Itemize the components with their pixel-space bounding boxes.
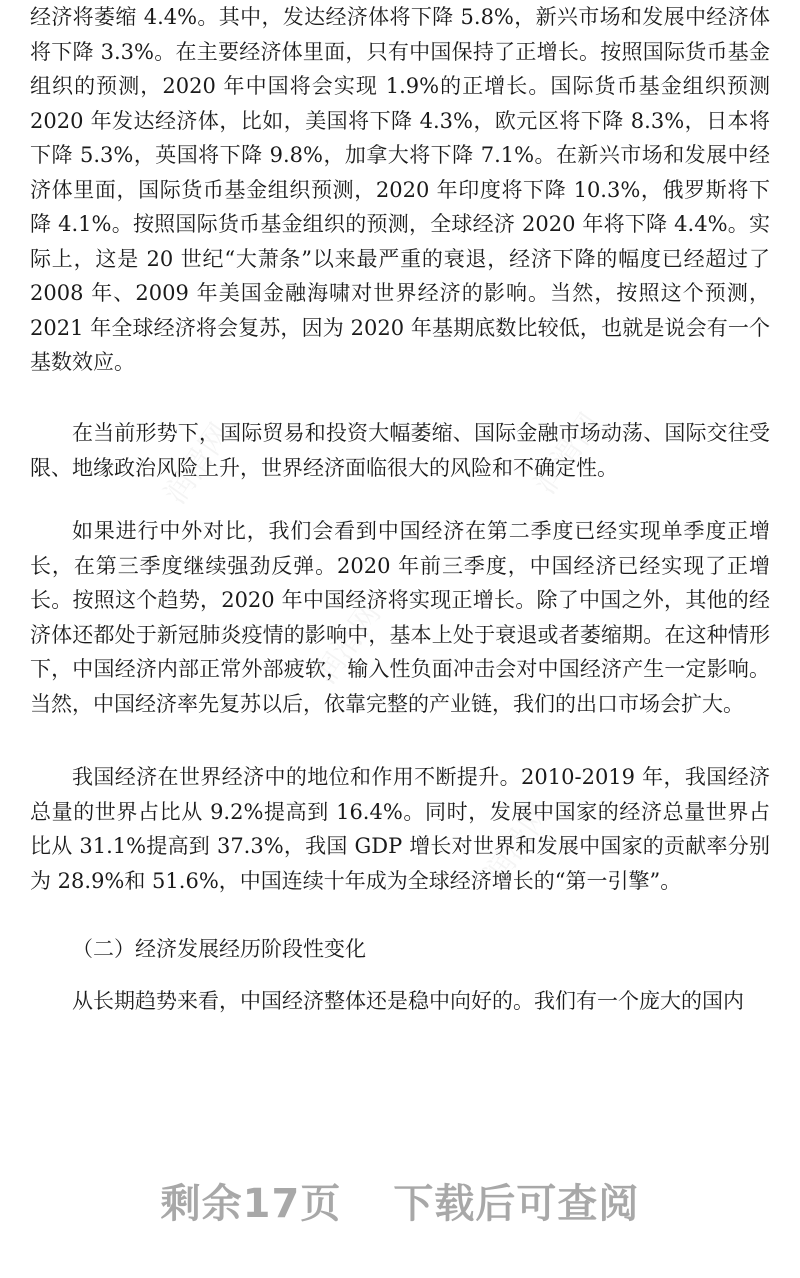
download-to-view-text: 下载后可查阅 bbox=[393, 1181, 640, 1227]
paragraph: 在当前形势下，国际贸易和投资大幅萎缩、国际金融市场动荡、国际交往受限、地缘政治风险上升，世界经济面临很大的风险和不确定性。 bbox=[30, 421, 770, 480]
section-heading: （二）经济发展经历阶段性变化 bbox=[72, 937, 366, 961]
remaining-pages-text: 剩余17页 bbox=[160, 1181, 342, 1227]
paragraph: 如果进行中外对比，我们会看到中国经济在第二季度已经实现单季度正增长，在第三季度继续强劲反弹。2020 年前三季度，中国经济已经实现了正增长。按照这个趋势，2020 年中国经济将实现正增长。除了中国之外，其他的经济体还都处于新冠肺炎疫情的影响中，基本上处于衰退或者萎缩期。在这种情形下，中国经济内部正常外部疲软，输入性负面冲击会对中国经济产生一定影响。当然，中国经济率先复苏以后，依靠完整的产业链，我们的出口市场会扩大。 bbox=[30, 519, 770, 716]
paragraph: 我国经济在世界经济中的地位和作用不断提升。2010-2019 年，我国经济总量的世界占比从 9.2%提高到 16.4%。同时，发展中国家的经济总量世界占比从 31.1%提高到 37.3%，我国 GDP 增长对世界和发展中国家的贡献率分别为 28.9%和 51.6%，中国连续十年成为全球经济增长的“第一引擎”。 bbox=[30, 765, 770, 893]
paragraph: 经济将萎缩 4.4%。其中，发达经济体将下降 5.8%，新兴市场和发展中经济体将下降 3.3%。在主要经济体里面，只有中国保持了正增长。按照国际货币基金组织的预测，2020 年中国将会实现 1.9%的正增长。国际货币基金组织预测 2020 年发达经济体，比如，美国将下降 4.3%，欧元区将下降 8.3%，日本将下降 5.3%，英国将下降 9.8%，加拿大将下降 7.1%。在新兴市场和发展中经济体里面，国际货币基金组织预测，2020 年印度将下降 10.3%，俄罗斯将下降 4.1%。按照国际货币基金组织的预测，全球经济 2020 年将下降 4.4%。实际上，这是 20 世纪“大萧条”以来最严重的衰退，经济下降的幅度已经超过了 2008 年、2009 年美国金融海啸对世界经济的影响。当然，按照这个预测，2021 年全球经济将会复苏，因为 2020 年基期底数比较低，也就是说会有一个基数效应。 bbox=[30, 5, 770, 374]
download-prompt-banner[interactable] bbox=[0, 1172, 800, 1229]
paragraph: 从长期趋势来看，中国经济整体还是稳中向好的。我们有一个庞大的国内 bbox=[72, 989, 744, 1013]
